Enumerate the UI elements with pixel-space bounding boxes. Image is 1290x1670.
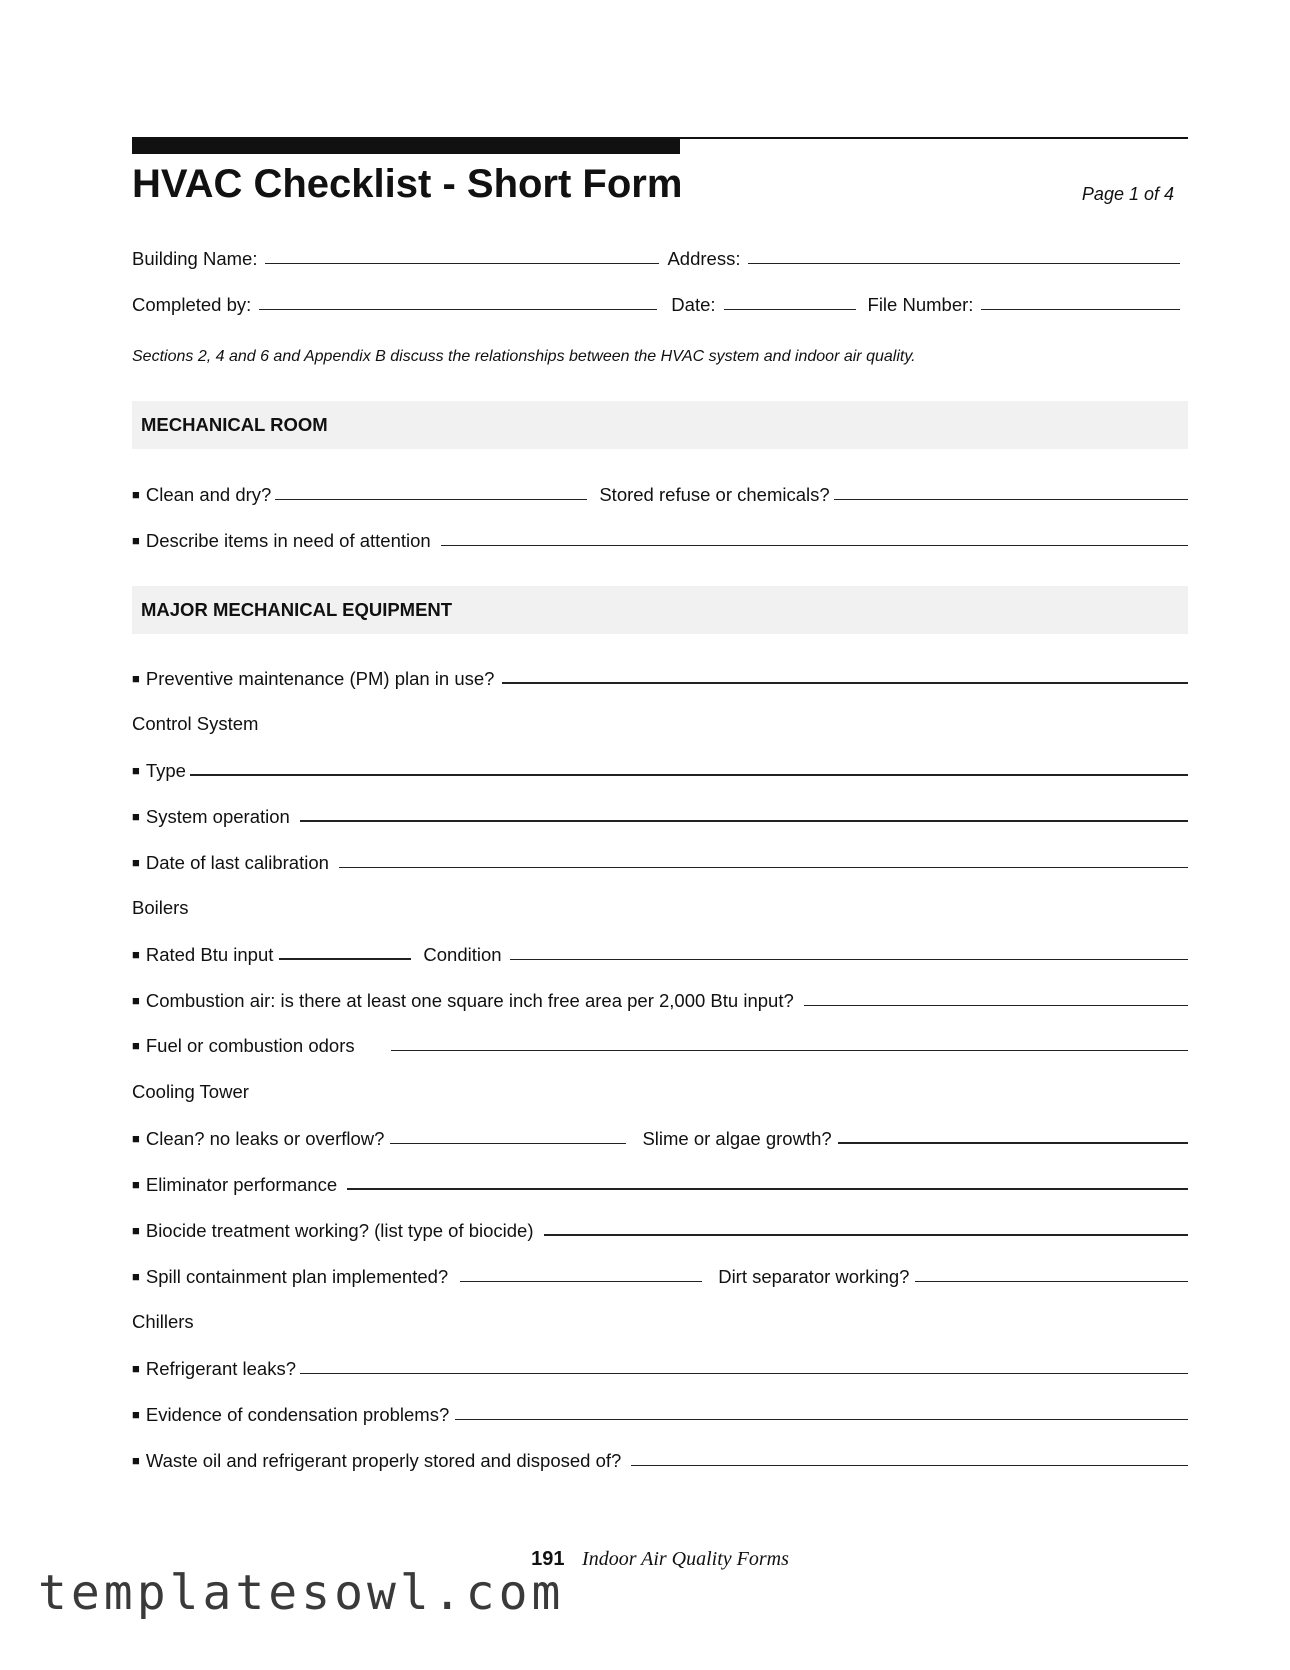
control-type-field[interactable] (190, 773, 1188, 776)
stored-refuse-label: Stored refuse or chemicals? (599, 484, 830, 505)
bullet-icon: ■ (132, 947, 140, 962)
section-major-equipment: MAJOR MECHANICAL EQUIPMENT (132, 586, 1188, 634)
condition-label: Condition (423, 944, 502, 965)
calibration-field[interactable] (339, 866, 1188, 868)
eliminator-field[interactable] (347, 1187, 1188, 1190)
chillers-heading: Chillers (132, 1311, 194, 1332)
control-type-row (132, 756, 1188, 784)
biocide-label: ■ Biocide treatment working? (list type of biocide) (132, 1220, 534, 1241)
condensation-row (132, 1400, 1188, 1428)
rated-input-field[interactable] (279, 957, 411, 960)
odors-label: ■ Fuel or combustion odors (132, 1035, 355, 1056)
bullet-icon: ■ (132, 1223, 140, 1238)
building-name-label: Building Name: (132, 248, 258, 269)
stored-refuse-field[interactable] (834, 498, 1188, 500)
bullet-icon: ■ (132, 855, 140, 870)
page-indicator: Page 1 of 4 (1081, 184, 1174, 204)
waste-oil-row (132, 1446, 1188, 1474)
describe-label: ■ Describe items in need of attention (132, 530, 431, 551)
refrigerant-leaks-label: ■ Refrigerant leaks? (132, 1358, 296, 1379)
calibration-label: ■ Date of last calibration (132, 852, 329, 873)
rated-input-label: ■ Rated Btu input (132, 944, 274, 965)
bullet-icon: ■ (132, 1038, 140, 1053)
combustion-air-field[interactable] (804, 1004, 1188, 1006)
date-field[interactable] (724, 308, 856, 310)
condition-field[interactable] (510, 958, 1188, 960)
describe-field[interactable] (441, 544, 1188, 546)
clean-dry-label: ■ Clean and dry? (132, 484, 272, 505)
system-operation-row (132, 802, 1188, 830)
file-number-field[interactable] (981, 308, 1180, 310)
sections-note: Sections 2, 4 and 6 and Appendix B discuss the relationships between the HVAC system and indoor air quality. (132, 348, 916, 365)
pm-plan-row (132, 664, 1188, 692)
bullet-icon: ■ (132, 993, 140, 1008)
watermark-text: templatesowl.com (38, 1565, 565, 1621)
biocide-field[interactable] (544, 1233, 1188, 1236)
bullet-icon: ■ (132, 487, 140, 502)
footer-page-number: 191 (531, 1548, 565, 1570)
pm-plan-field[interactable] (502, 681, 1188, 684)
refrigerant-leaks-row (132, 1354, 1188, 1382)
pm-plan-label: ■ Preventive maintenance (PM) plan in use? (132, 668, 495, 689)
completed-by-field[interactable] (259, 308, 657, 310)
header-bar (132, 137, 680, 154)
building-name-field[interactable] (265, 262, 659, 264)
date-label: Date: (671, 294, 716, 315)
clean-dry-field[interactable] (275, 498, 587, 500)
rated-input-row (132, 940, 1188, 968)
bullet-icon: ■ (132, 1177, 140, 1192)
condensation-field[interactable] (455, 1418, 1188, 1420)
address-field[interactable] (748, 262, 1180, 264)
system-operation-field[interactable] (300, 819, 1188, 822)
bullet-icon: ■ (132, 1269, 140, 1284)
combustion-air-label: ■ Combustion air: is there at least one square inch free area per 2,000 Btu input? (132, 990, 794, 1011)
waste-oil-field[interactable] (631, 1464, 1188, 1466)
slime-field[interactable] (838, 1141, 1188, 1144)
bullet-icon: ■ (132, 1361, 140, 1376)
footer-title: Indoor Air Quality Forms (582, 1548, 789, 1570)
combustion-air-row (132, 986, 1188, 1014)
dirt-separator-label: Dirt separator working? (718, 1266, 910, 1287)
tower-clean-field[interactable] (390, 1142, 626, 1144)
tower-clean-label: ■ Clean? no leaks or overflow? (132, 1128, 385, 1149)
file-number-label: File Number: (867, 294, 974, 315)
section-mechanical-room: MECHANICAL ROOM (132, 401, 1188, 449)
bullet-icon: ■ (132, 763, 140, 778)
control-system-heading: Control System (132, 713, 259, 734)
refrigerant-leaks-field[interactable] (300, 1372, 1188, 1374)
completed-by-label: Completed by: (132, 294, 252, 315)
slime-label: Slime or algae growth? (642, 1128, 832, 1149)
odors-row (132, 1031, 1188, 1059)
clean-dry-row (132, 480, 1188, 508)
condensation-label: ■ Evidence of condensation problems? (132, 1404, 450, 1425)
calibration-row (132, 848, 1188, 876)
describe-row (132, 526, 1188, 554)
dirt-separator-field[interactable] (915, 1280, 1188, 1282)
spill-label: ■ Spill containment plan implemented? (132, 1266, 449, 1287)
bullet-icon: ■ (132, 1131, 140, 1146)
building-address-row (132, 244, 1188, 272)
odors-field[interactable] (391, 1049, 1188, 1051)
completion-row (132, 290, 1188, 318)
biocide-row (132, 1216, 1188, 1244)
spill-row (132, 1262, 1188, 1290)
waste-oil-label: ■ Waste oil and refrigerant properly stored and disposed of? (132, 1450, 622, 1471)
cooling-tower-heading: Cooling Tower (132, 1081, 249, 1102)
bullet-icon: ■ (132, 1407, 140, 1422)
boilers-heading: Boilers (132, 897, 189, 918)
bullet-icon: ■ (132, 809, 140, 824)
spill-field[interactable] (460, 1280, 702, 1282)
eliminator-label: ■ Eliminator performance (132, 1174, 338, 1195)
address-label: Address: (667, 248, 741, 269)
tower-clean-row (132, 1124, 1188, 1152)
bullet-icon: ■ (132, 1453, 140, 1468)
form-title: HVAC Checklist - Short Form (132, 162, 683, 206)
bullet-icon: ■ (132, 533, 140, 548)
bullet-icon: ■ (132, 671, 140, 686)
system-operation-label: ■ System operation (132, 806, 290, 827)
eliminator-row (132, 1170, 1188, 1198)
control-type-label: ■ Type (132, 760, 186, 781)
